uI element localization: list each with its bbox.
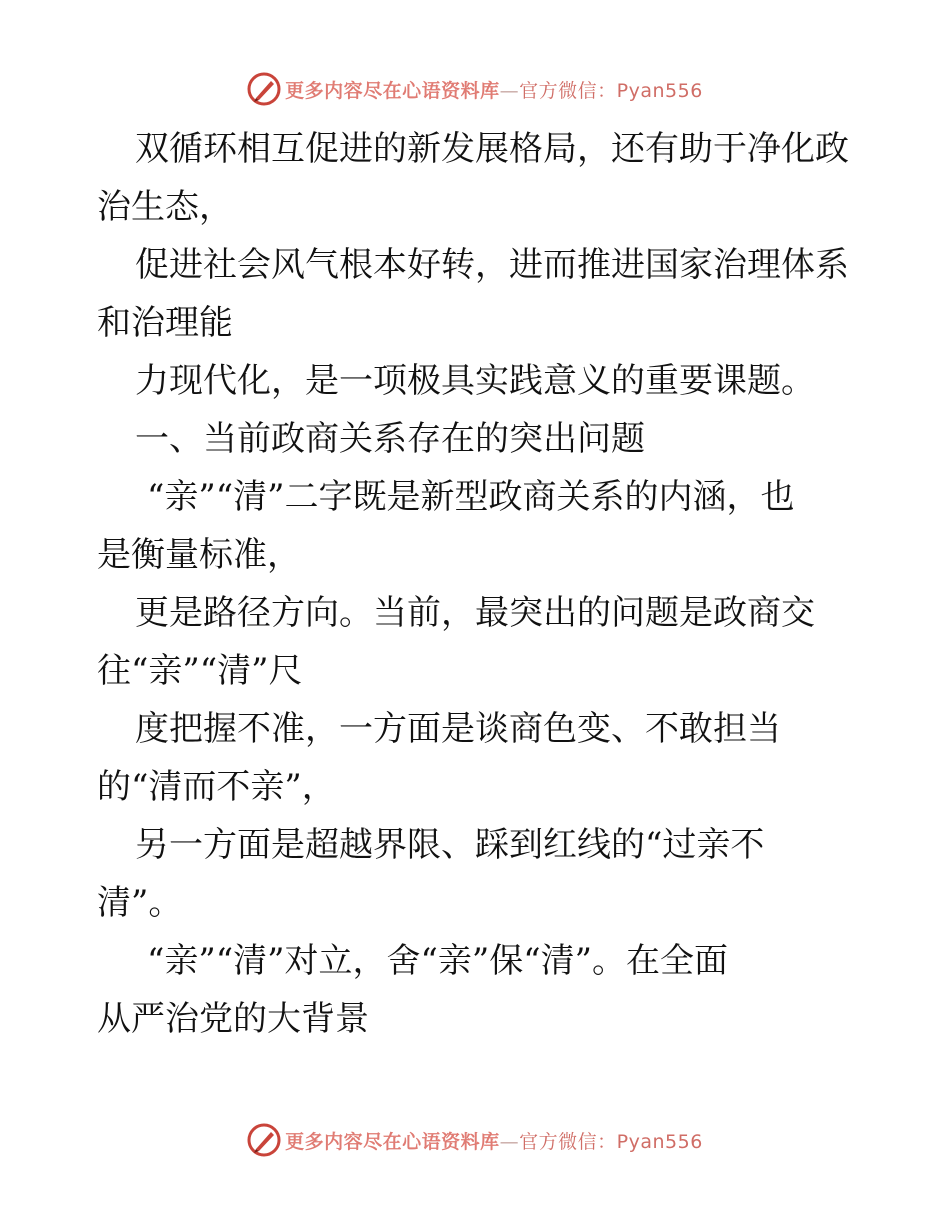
text-line: 治生态， [97, 187, 233, 227]
quill-logo-icon [247, 1123, 281, 1157]
section-heading: 一、当前政商关系存在的突出问题 [135, 419, 645, 459]
text-line: 往“亲”“清”尺 [97, 651, 303, 691]
header-wechat: 官方微信：Pyan556 [519, 79, 703, 102]
header-watermark [0, 71, 950, 107]
text-line: 更是路径方向。当前，最突出的问题是政商交 [135, 593, 815, 633]
text-line: “亲”“清”二字既是新型政商关系的内涵，也 [147, 477, 795, 517]
footer-wechat: 官方微信：Pyan556 [519, 1130, 703, 1153]
text-line: 力现代化，是一项极具实践意义的重要课题。 [135, 361, 815, 401]
text-line: 度把握不准，一方面是谈商色变、不敢担当 [135, 709, 781, 749]
text-line: 另一方面是超越界限、踩到红线的“过亲不 [135, 825, 765, 865]
footer-brand: 更多内容尽在心语资料库 [285, 1130, 500, 1153]
footer-watermark [0, 1122, 950, 1158]
text-line: 促进社会风气根本好转，进而推进国家治理体系 [135, 245, 849, 285]
footer-dash: — [499, 1130, 520, 1153]
text-line: 是衡量标准， [97, 535, 301, 575]
text-line: 从严治党的大背景 [97, 999, 369, 1039]
text-line: 双循环相互促进的新发展格局，还有助于净化政 [135, 129, 849, 169]
text-line: 的“清而不亲”， [97, 767, 336, 807]
text-line: 清”。 [97, 883, 183, 923]
quill-logo-icon [247, 72, 281, 106]
header-brand: 更多内容尽在心语资料库 [285, 79, 500, 102]
header-dash: — [499, 79, 520, 102]
text-line: 和治理能 [97, 303, 233, 343]
text-line: “亲”“清”对立，舍“亲”保“清”。在全面 [147, 941, 729, 981]
